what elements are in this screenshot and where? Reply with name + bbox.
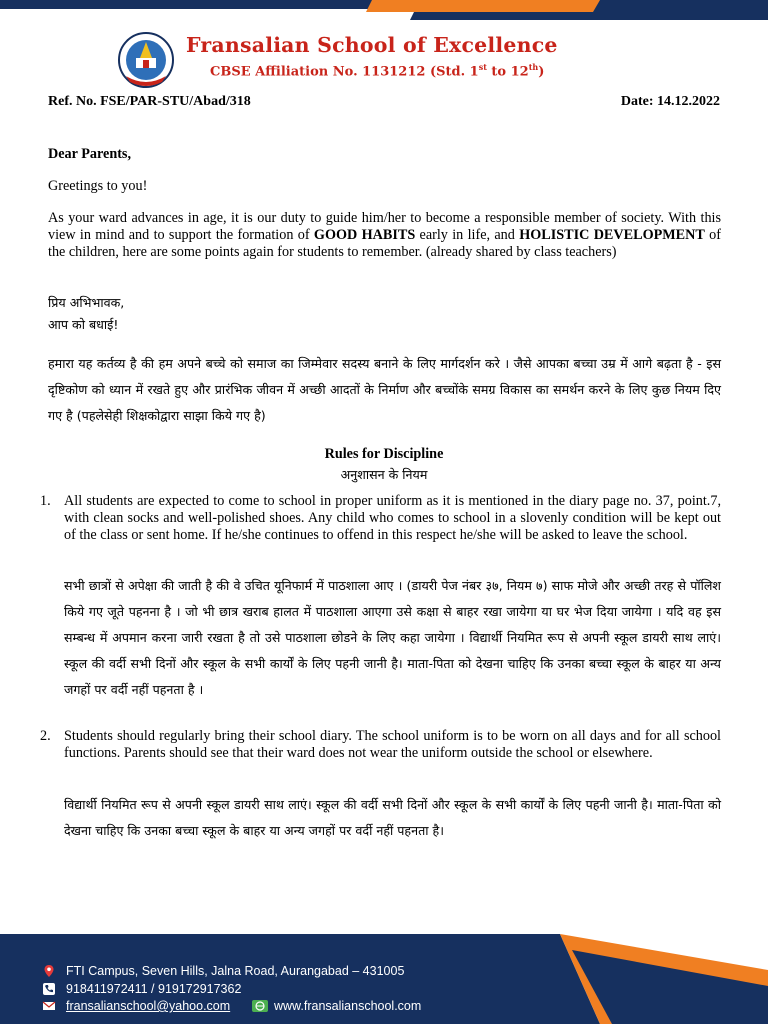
footer-website-link[interactable]: www.fransalianschool.com <box>274 999 422 1013</box>
footer-address: FTI Campus, Seven Hills, Jalna Road, Aurangabad – 431005 <box>66 964 405 978</box>
hindi-intro-paragraph: हमारा यह कर्तव्य है की हम अपने बच्चे को समाज का जिम्मेवार सदस्य बनाने के लिए मार्गदर्शन करे । जैसे आपका बच्चा उम्र में आगे बढ़ता है - इस दृष्टिकोण को ध्यान में रखते हुए और प्रारंभिक जीवन में अच्छी आदतों के निर्माण और बच्चोंके समग्र विकास का समर्थन करने के लिए कुछ नियम दिए गए है (पहलेसेही शिक्षकोद्वारा साझा किये गए है) <box>48 356 721 423</box>
rules-title-hindi: अनुशासन के नियम <box>340 467 428 482</box>
footer-phones: 918411972411 / 919172917362 <box>66 982 242 996</box>
intro-bold-1: GOOD HABITS <box>313 227 416 243</box>
email-icon <box>42 999 56 1013</box>
rule-hindi-text: सभी छात्रों से अपेक्षा की जाती है की वे उचित यूनिफार्म में पाठशाला आए । (डायरी पेज नंबर ३७, नियम ७) साफ मोजे और अच्छी तरह से पॉलिश किये गए जूते पहनना है । जो भी छात्र खराब हालत में पाठशाला आएगा उसे कक्षा से बाहर रखा जायेगा या घर भेज दिया जायेगा । यदि वह इस सम्बन्ध में अपमान करना जारी रखता है तो उसे पाठशाला छोडने के लिए कहा जायेगा । विद्यार्थी नियमित रूप से अपनी स्कूल डायरी साथ लाएं। स्कूल की वर्दी सभी दिनों और स्कूल के सभी कार्यों के लिए पहनी जानी है। माता-पिता को देखना चाहिए कि उनका बच्चा स्कूल के बाहर या अन्य जगहों पर वर्दी नहीं पहनता है । <box>64 578 721 697</box>
intro-text-1: As your ward advances in age, it is our duty to guide him/her to become a responsible member of society. With this view in mind and to support the formation of <box>48 210 721 243</box>
letter-date: Date: 14.12.2022 <box>620 94 720 109</box>
intro-text-2: early in life, and <box>415 227 520 243</box>
intro-paragraph <box>48 210 721 261</box>
intro-bold-2: HOLISTIC DEVELOPMENT <box>519 227 705 243</box>
rule-english-text: Students should regularly bring their school diary. The school uniform is to be worn on all days and for all school functions. Parents should see that their ward does not wear the uniform outside the school or elsewhere. <box>64 728 721 761</box>
web-icon <box>251 999 269 1013</box>
greeting: Greetings to you! <box>48 178 148 194</box>
school-logo <box>112 30 180 92</box>
hindi-salutation: प्रिय अभिभावक, <box>48 295 125 310</box>
top-decorative-bar <box>0 0 768 20</box>
hindi-greeting: आप को बधाई! <box>48 317 119 332</box>
reference-number: Ref. No. FSE/PAR-STU/Abad/318 <box>48 94 251 109</box>
rule-number: 1. <box>40 493 51 509</box>
school-name: Fransalian School of Excellence <box>186 33 558 57</box>
rules-title: Rules for Discipline <box>324 446 444 462</box>
rule-english-text: All students are expected to come to school in proper uniform as it is mentioned in the diary page no. 37, point.7, with clean socks and well-polished shoes. Any child who comes to school in a slovenly condition will be kept out of the class or sent home. If he/she continues to offend in this respect he/she will be asked to leave the school. <box>64 493 721 543</box>
location-pin-icon <box>42 964 56 978</box>
phone-icon <box>42 982 56 996</box>
rule-number: 2. <box>40 728 51 744</box>
footer-email-link[interactable]: fransalianschool@yahoo.com <box>66 999 231 1013</box>
affiliation-line: CBSE Affiliation No. 1131212 (Std. 1st to 12th) <box>210 62 545 80</box>
rule-hindi-text: विद्यार्थी नियमित रूप से अपनी स्कूल डायरी साथ लाएं। स्कूल की वर्दी सभी दिनों और स्कूल के सभी कार्यों के लिए पहनी जानी है। माता-पिता को देखना चाहिए कि उनका बच्चा स्कूल के बाहर या अन्य जगहों पर वर्दी नहीं पहनता है। <box>64 797 721 838</box>
salutation: Dear Parents, <box>48 146 132 162</box>
footer <box>0 930 768 1024</box>
intro-text-3: of the children, here are some points again for students to remember. (already shared by class teachers) <box>48 227 721 260</box>
